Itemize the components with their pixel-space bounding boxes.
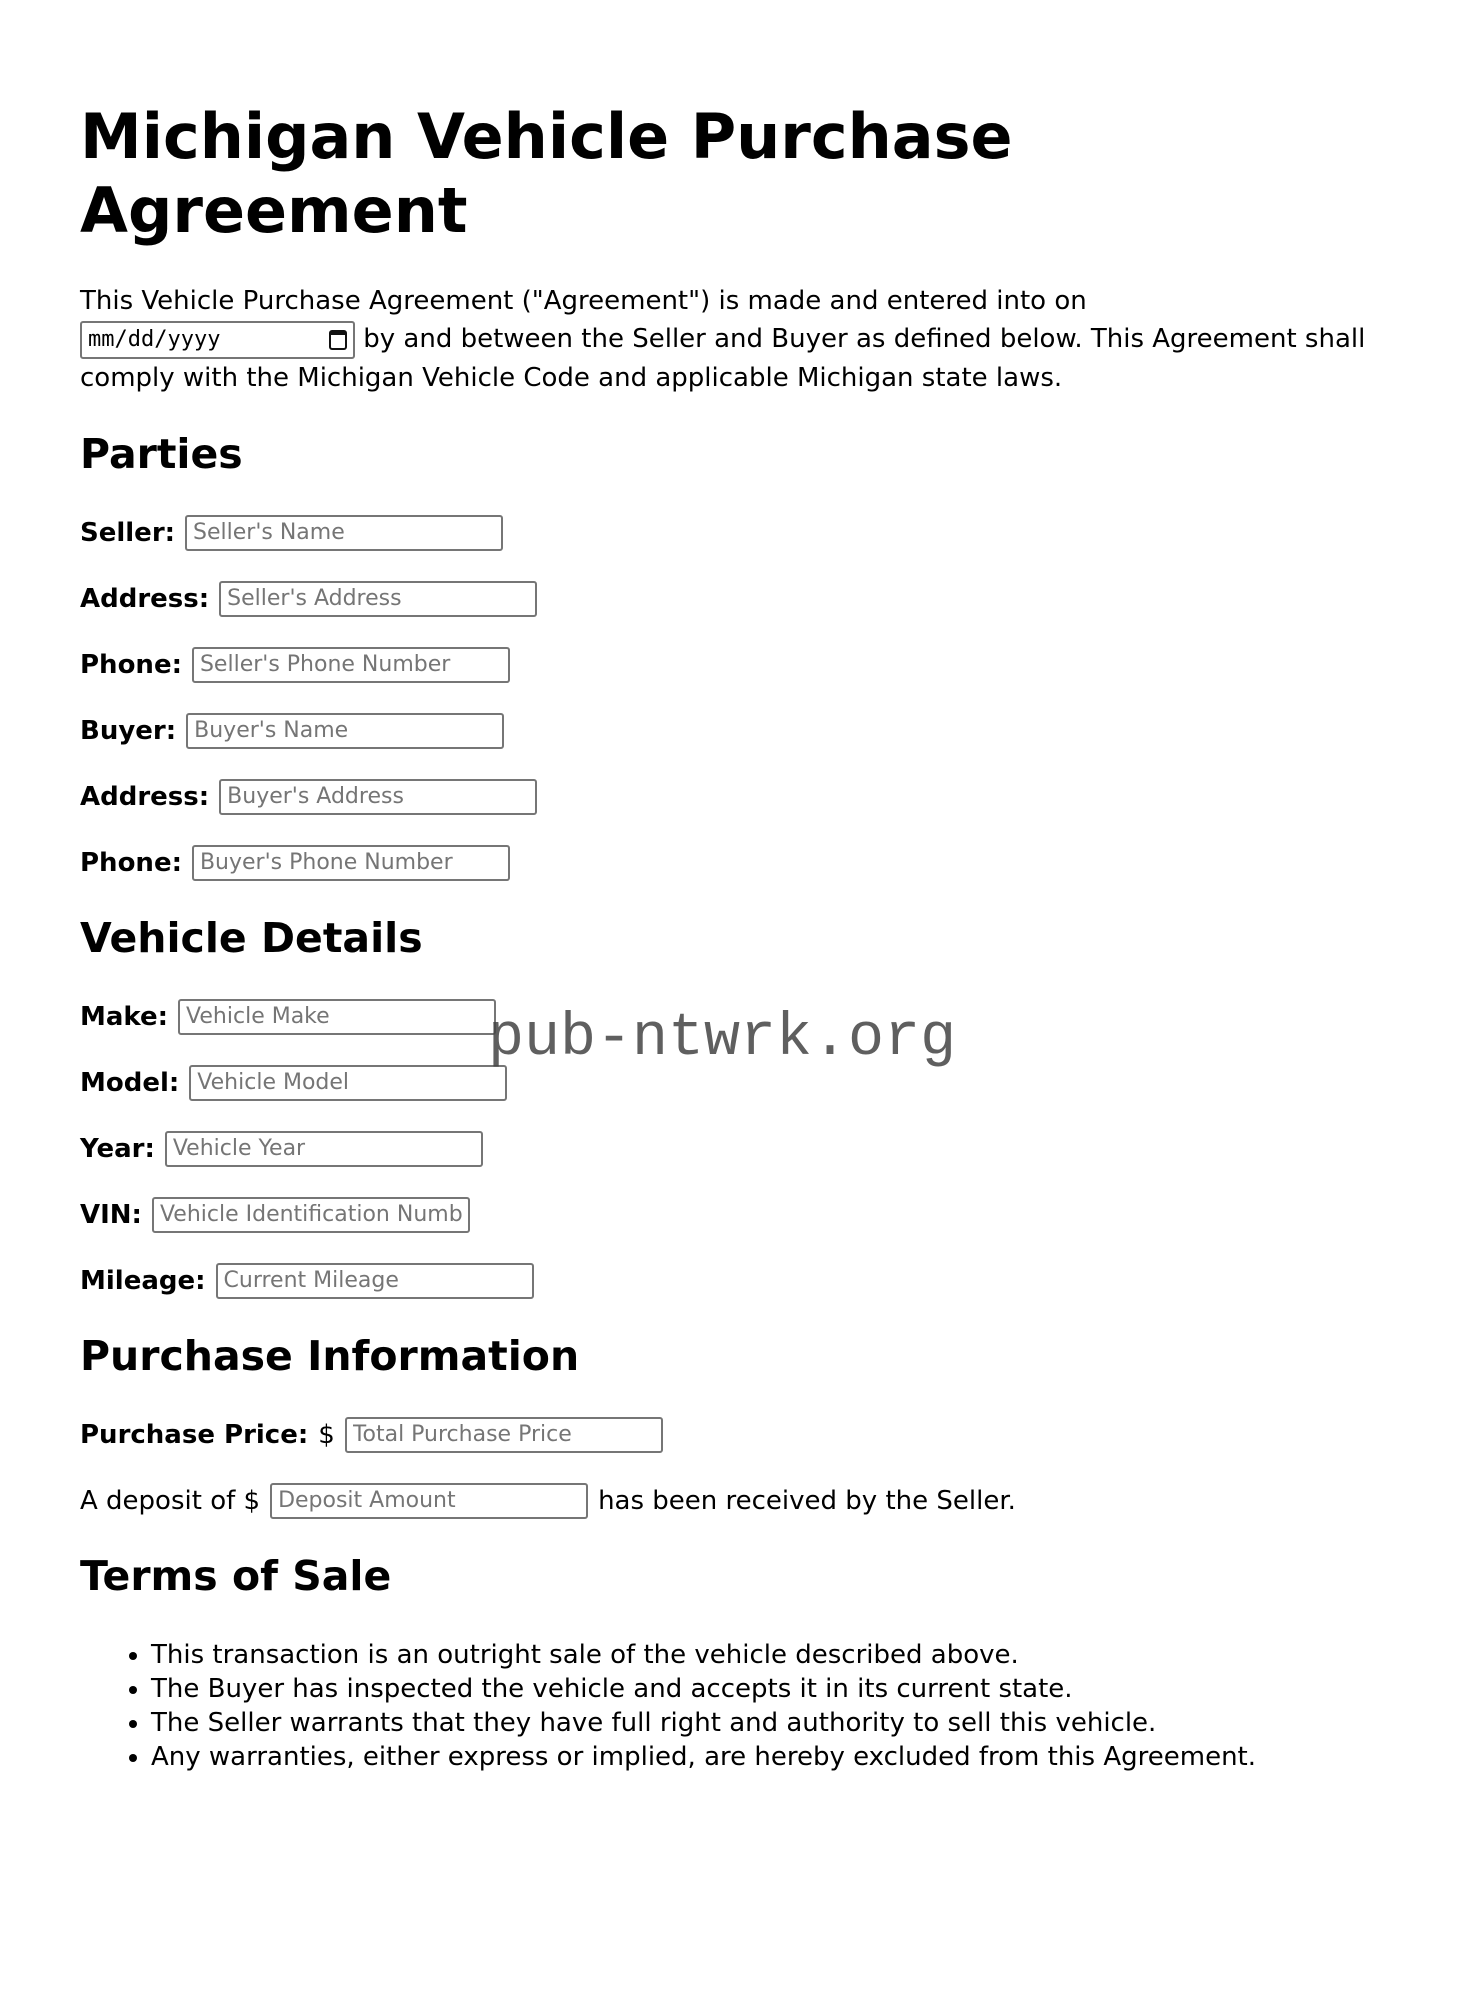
field-label: Mileage: <box>80 1265 206 1296</box>
field-label: Phone: <box>80 649 182 680</box>
currency-symbol: $ <box>318 1419 335 1450</box>
date-placeholder: mm/dd/yyyy <box>88 326 221 352</box>
list-item: • This transaction is an outright sale of the vehicle described above. <box>151 1638 1384 1672</box>
vehicle-make-input[interactable] <box>178 999 496 1035</box>
buyer-phone-row <box>80 845 1384 881</box>
field-label: Buyer: <box>80 715 177 746</box>
field-label: Make: <box>80 1001 169 1032</box>
page-title: Michigan Vehicle Purchase Agreement <box>80 100 1013 247</box>
terms-list <box>80 1638 1384 1774</box>
seller-phone-input[interactable] <box>192 647 510 683</box>
intro-paragraph <box>80 282 1384 397</box>
seller-address-input[interactable] <box>219 581 537 617</box>
list-item: • Any warranties, either express or implied, are hereby excluded from this Agreement. <box>151 1740 1384 1774</box>
deposit-amount-input[interactable] <box>270 1483 588 1519</box>
seller-name-input[interactable] <box>185 515 503 551</box>
list-item: • The Buyer has inspected the vehicle and accepts it in its current state. <box>151 1672 1384 1706</box>
buyer-address-input[interactable] <box>219 779 537 815</box>
purchase-information-heading: Purchase Information <box>80 1331 580 1380</box>
mileage-input[interactable] <box>216 1263 534 1299</box>
parties-heading: Parties <box>80 429 243 478</box>
field-label: VIN: <box>80 1199 142 1230</box>
buyer-address-row <box>80 779 1384 815</box>
list-item: • The Seller warrants that they have full right and authority to sell this vehicle. <box>151 1706 1384 1740</box>
field-label: Model: <box>80 1067 180 1098</box>
intro-text-start: This Vehicle Purchase Agreement ("Agreement") is made and entered into on <box>80 286 1087 316</box>
buyer-name-input[interactable] <box>186 713 504 749</box>
buyer-phone-input[interactable] <box>192 845 510 881</box>
vin-row <box>80 1197 1384 1233</box>
field-label: Address: <box>80 781 210 812</box>
buyer-name-row <box>80 713 1384 749</box>
calendar-icon[interactable] <box>329 330 347 350</box>
vehicle-model-input[interactable] <box>189 1065 507 1101</box>
agreement-page <box>0 100 1464 1774</box>
seller-name-row <box>80 515 1384 551</box>
field-label: Address: <box>80 583 210 614</box>
purchase-price-input[interactable] <box>345 1417 663 1453</box>
purchase-price-row <box>80 1417 1384 1453</box>
mileage-row <box>80 1263 1384 1299</box>
deposit-row <box>80 1483 1384 1519</box>
watermark: pub-ntwrk.org <box>488 1005 957 1073</box>
intro-text-end: by and between the Seller and Buyer as defined below. This Agreement shall comply with the Michigan Vehicle Code and applicable Michigan state laws. <box>80 324 1366 393</box>
vehicle-details-heading: Vehicle Details <box>80 913 423 962</box>
make-row <box>80 999 1384 1035</box>
field-label: Purchase Price: <box>80 1419 309 1450</box>
field-label: Year: <box>80 1133 155 1164</box>
deposit-text-start: A deposit of $ <box>80 1485 261 1516</box>
model-row <box>80 1065 1384 1101</box>
vin-input[interactable] <box>152 1197 470 1233</box>
seller-address-row <box>80 581 1384 617</box>
field-label: Seller: <box>80 517 176 548</box>
seller-phone-row <box>80 647 1384 683</box>
terms-of-sale-heading: Terms of Sale <box>80 1551 392 1600</box>
agreement-date-input[interactable] <box>80 321 355 359</box>
field-label: Phone: <box>80 847 182 878</box>
deposit-text-end: has been received by the Seller. <box>598 1485 1016 1516</box>
year-row <box>80 1131 1384 1167</box>
vehicle-year-input[interactable] <box>165 1131 483 1167</box>
